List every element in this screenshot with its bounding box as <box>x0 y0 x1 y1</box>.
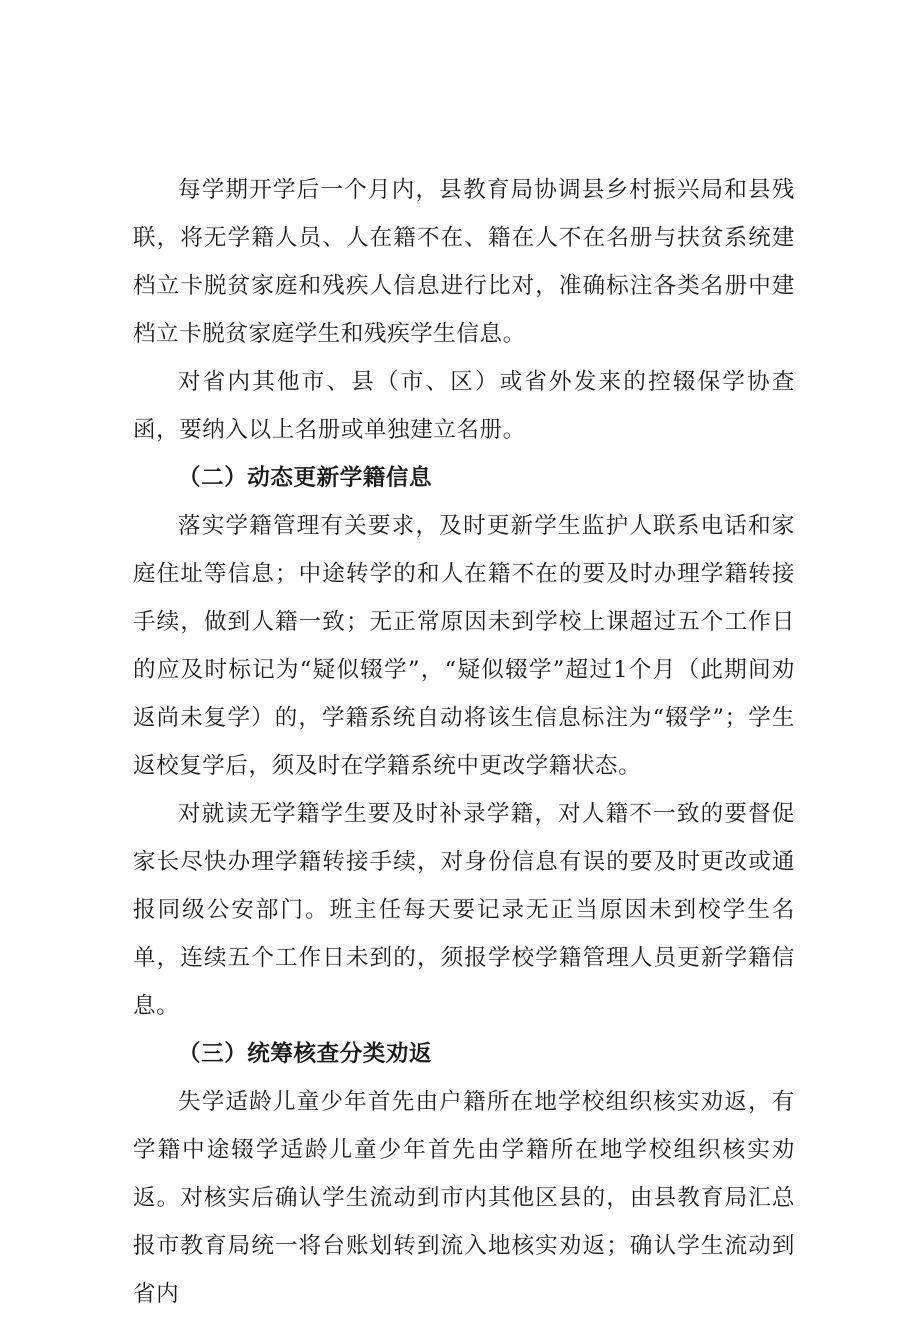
document-page <box>133 166 795 1318</box>
section-heading-2: （二）动态更新学籍信息 <box>178 465 433 491</box>
paragraph-supplement-records: 对就读无学籍学生要及时补录学籍，对人籍不一致的要督促家长尽快办理学籍转接手续，对身份信息有误的要及时更改或通报同级公安部门。班主任每天要记录无正当原因未到校学生名单，连续五个工作日未到的，须报学校学籍管理人员更新学籍信息。 <box>133 801 795 1019</box>
paragraph-verification-return: 失学适龄儿童少年首先由户籍所在地学校组织核实劝返，有学籍中途辍学适龄儿童少年首先由学籍所在地学校组织核实劝返。对核实后确认学生流动到市内其他区县的，由县教育局汇总报市教育局统一将台账划转到流入地核实劝返；确认学生流动到省内 <box>133 1089 795 1307</box>
paragraph-registration-comparison: 每学期开学后一个月内，县教育局协调县乡村振兴局和县残联，将无学籍人员、人在籍不在、籍在人不在名册与扶贫系统建档立卡脱贫家庭和残疾人信息进行比对，准确标注各类名册中建档立卡脱贫家庭学生和残疾学生信息。 <box>133 177 795 347</box>
paragraph-inquiry-letters: 对省内其他市、县（市、区）或省外发来的控辍保学协查函，要纳入以上名册或单独建立名册。 <box>133 369 795 443</box>
paragraph-update-records: 落实学籍管理有关要求，及时更新学生监护人联系电话和家庭住址等信息；中途转学的和人在籍不在的要及时办理学籍转接手续，做到人籍一致；无正常原因未到学校上课超过五个工作日的应及时标记为“疑似辍学”，“疑似辍学”超过1个月（此期间劝返尚未复学）的，学籍系统自动将该生信息标注为“辍学”；学生返校复学后，须及时在学籍系统中更改学籍状态。 <box>133 513 795 779</box>
section-heading-3: （三）统筹核查分类劝返 <box>178 1041 433 1067</box>
